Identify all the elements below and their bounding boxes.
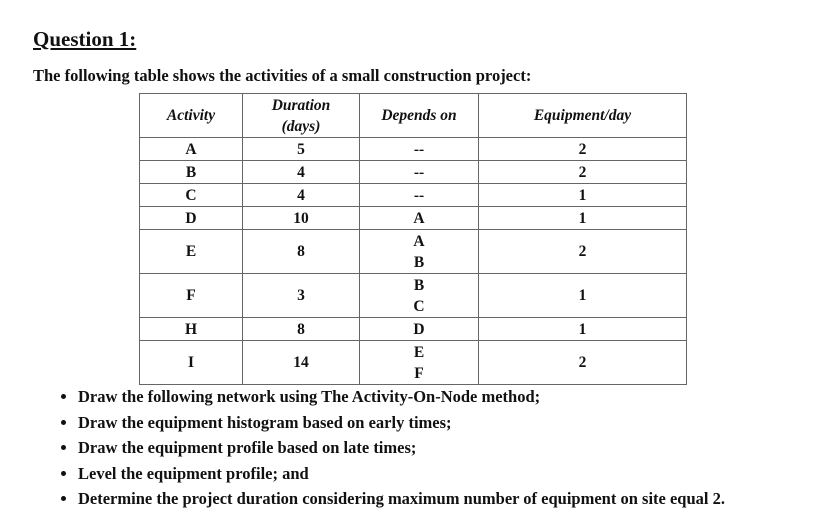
header-depends: Depends on <box>360 94 479 138</box>
cell-depends <box>360 184 479 207</box>
header-duration-line1: Duration <box>271 96 331 114</box>
dependency: D <box>413 320 425 338</box>
cell-depends <box>360 161 479 184</box>
cell-depends <box>360 138 479 161</box>
dependency: B <box>413 276 425 294</box>
table-row <box>140 207 687 230</box>
task-list <box>52 384 725 512</box>
header-equipment: Equipment/day <box>479 94 687 138</box>
cell-duration: 10 <box>243 207 360 230</box>
dependency: A <box>413 209 425 227</box>
dependency: B <box>413 253 425 271</box>
task-item: • Level the equipment profile; and <box>78 461 725 487</box>
header-activity: Activity <box>140 94 243 138</box>
cell-duration: 5 <box>243 138 360 161</box>
header-duration-line2: (days) <box>281 117 321 135</box>
dependency: F <box>414 364 424 382</box>
cell-duration: 4 <box>243 184 360 207</box>
cell-activity: D <box>140 207 243 230</box>
cell-depends <box>360 341 479 385</box>
cell-duration: 4 <box>243 161 360 184</box>
cell-duration: 3 <box>243 274 360 318</box>
cell-activity: H <box>140 318 243 341</box>
cell-activity: C <box>140 184 243 207</box>
table-row <box>140 318 687 341</box>
cell-equipment: 1 <box>479 318 687 341</box>
dependency: A <box>413 232 425 250</box>
cell-duration: 8 <box>243 230 360 274</box>
task-item: • Draw the following network using The Activity-On-Node method; <box>78 384 725 410</box>
cell-depends <box>360 230 479 274</box>
cell-activity: A <box>140 138 243 161</box>
dependency: -- <box>413 163 425 181</box>
table-row <box>140 274 687 318</box>
question-title: Question 1: <box>33 27 137 51</box>
activities-table <box>139 93 687 385</box>
table-row <box>140 184 687 207</box>
table-row <box>140 341 687 385</box>
table-header <box>140 94 687 138</box>
cell-depends <box>360 207 479 230</box>
cell-activity: E <box>140 230 243 274</box>
cell-equipment: 2 <box>479 341 687 385</box>
table-row <box>140 138 687 161</box>
cell-equipment: 2 <box>479 161 687 184</box>
dependency: -- <box>413 186 425 204</box>
intro-text: The following table shows the activities of a small construction project: <box>33 66 532 85</box>
cell-equipment: 2 <box>479 230 687 274</box>
cell-activity: F <box>140 274 243 318</box>
cell-duration: 14 <box>243 341 360 385</box>
table-row <box>140 230 687 274</box>
cell-depends <box>360 274 479 318</box>
cell-duration: 8 <box>243 318 360 341</box>
cell-equipment: 2 <box>479 138 687 161</box>
table-row <box>140 161 687 184</box>
task-item: • Draw the equipment histogram based on early times; <box>78 410 725 436</box>
task-item: • Draw the equipment profile based on late times; <box>78 435 725 461</box>
cell-depends <box>360 318 479 341</box>
dependency: C <box>413 297 425 315</box>
cell-activity: B <box>140 161 243 184</box>
dependency: -- <box>413 140 425 158</box>
cell-equipment: 1 <box>479 274 687 318</box>
task-item: • Determine the project duration considering maximum number of equipment on site equal 2. <box>78 486 725 512</box>
header-duration <box>243 94 360 138</box>
cell-activity: I <box>140 341 243 385</box>
dependency: E <box>413 343 425 361</box>
cell-equipment: 1 <box>479 207 687 230</box>
cell-equipment: 1 <box>479 184 687 207</box>
